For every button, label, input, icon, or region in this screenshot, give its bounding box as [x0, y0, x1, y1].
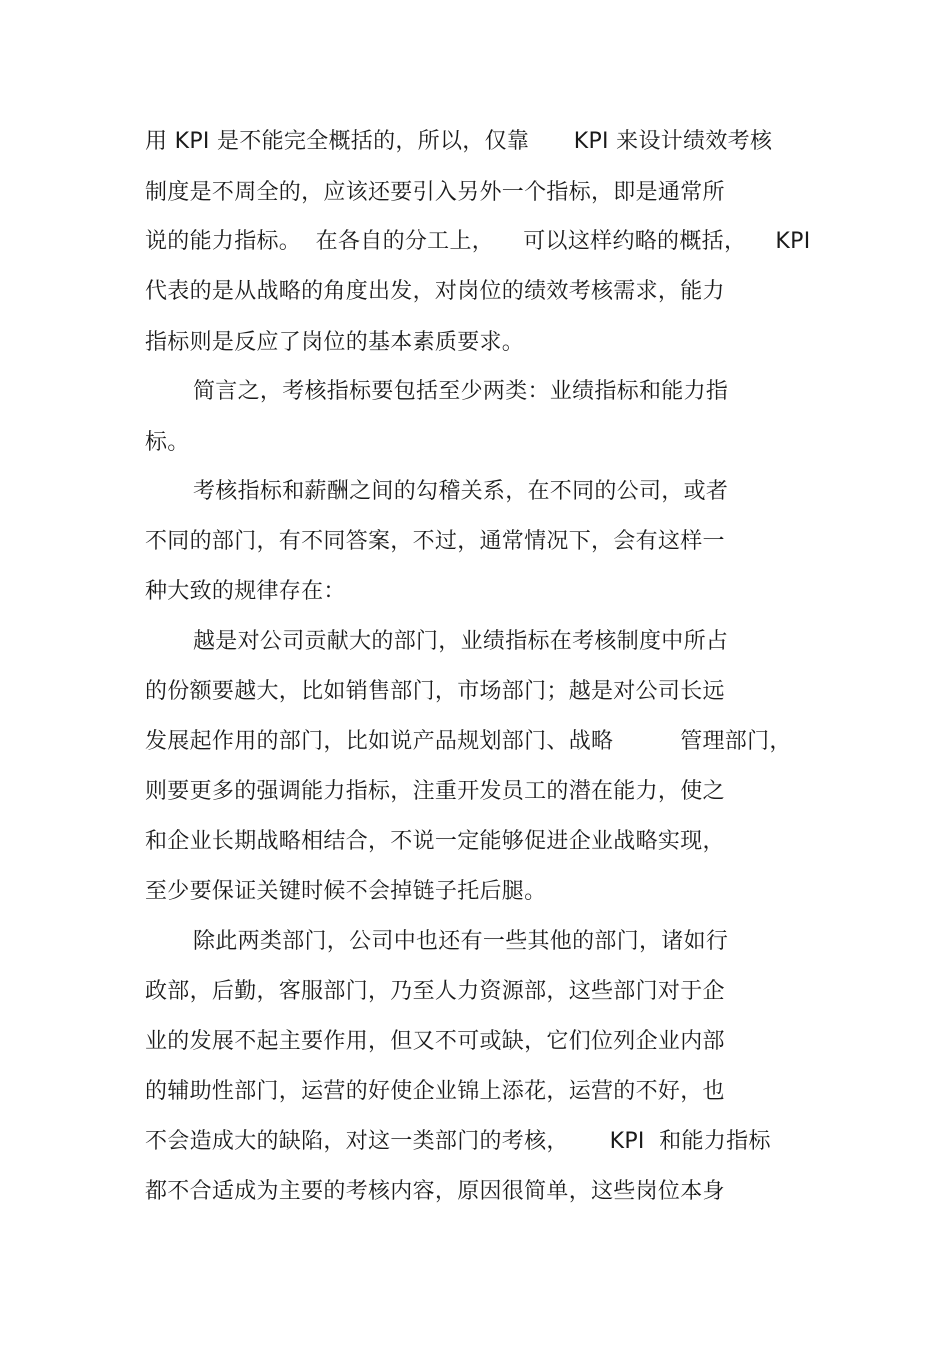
text-line: 指标则是反应了岗位的基本素质要求。 [145, 330, 525, 355]
text-line: 业的发展不起主要作用，但又不可或缺，它们位列企业内部 [145, 1029, 725, 1054]
text-line: 的辅助性部门，运营的好使企业锦上添花，运营的不好，也 [145, 1079, 725, 1104]
text-line: 标。 [145, 430, 190, 455]
text-line: 用 KPI 是不能完全概括的，所以，仅靠 KPI 来设计绩效考核 [145, 129, 773, 154]
text-line: 发展起作用的部门，比如说产品规划部门、战略 管理部门， [145, 729, 792, 754]
paragraph-start-line: 除此两类部门，公司中也还有一些其他的部门，诸如行 [193, 929, 729, 954]
paragraph-start-line: 越是对公司贡献大的部门，业绩指标在考核制度中所占 [193, 629, 729, 654]
paragraph-start-line: 简言之，考核指标要包括至少两类：业绩指标和能力指 [193, 379, 729, 404]
text-line: 种大致的规律存在： [145, 579, 346, 604]
text-line: 和企业长期战略相结合，不说一定能够促进企业战略实现， [145, 829, 725, 854]
paragraph-start-line: 考核指标和薪酬之间的勾稽关系，在不同的公司，或者 [193, 479, 729, 504]
text-line: 至少要保证关键时候不会掉链子托后腿。 [145, 879, 547, 904]
text-line: 制度是不周全的，应该还要引入另外一个指标，即是通常所 [145, 180, 725, 205]
text-line: 不会造成大的缺陷，对这一类部门的考核， KPI 和能力指标 [145, 1129, 771, 1154]
text-line: 政部，后勤，客服部门，乃至人力资源部，这些部门对于企 [145, 979, 725, 1004]
text-line: 说的能力指标。 在各自的分工上， 可以这样约略的概括， KPI [145, 229, 811, 254]
text-line: 则要更多的强调能力指标，注重开发员工的潜在能力，使之 [145, 779, 725, 804]
text-line: 都不合适成为主要的考核内容，原因很简单，这些岗位本身 [145, 1179, 725, 1204]
text-line: 不同的部门，有不同答案，不过，通常情况下，会有这样一 [145, 529, 725, 554]
text-line: 代表的是从战略的角度出发，对岗位的绩效考核需求，能力 [145, 279, 725, 304]
text-line: 的份额要越大，比如销售部门，市场部门；越是对公司长远 [145, 679, 725, 704]
